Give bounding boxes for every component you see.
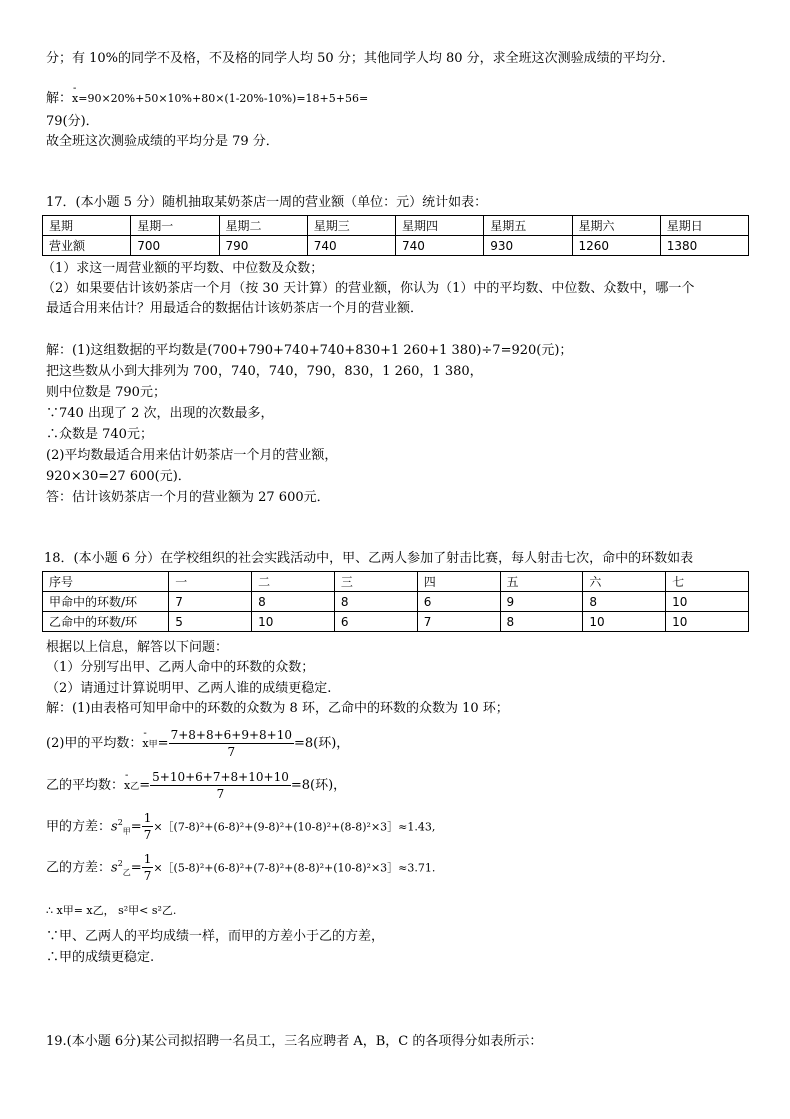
p18-mean-yi-x: - x [124,764,130,804]
p17-h5: 星期五 [484,216,572,236]
p18-therefore: ∴ x甲= x乙， s²甲< s²乙. [46,904,177,917]
p17-r3: 740 [307,236,395,256]
p18-var-yi: 乙的方差：$s^2_乙=$ $\frac{1}{7}$ ×［(5-8)²+(6-8)²+(7-8)²+(8-8)²+(10-8)²×3］≈3.71. [46,852,436,884]
p18-var-jia-s: s [111,819,118,835]
p18-mean-yi-num: 5+10+6+7+8+10+10 [152,770,289,784]
p17-q2a: （2）如果要估计该奶茶店一个月（按 30 天计算）的营业额，你认为（1）中的平均数、中位数、众数中，哪一个 [42,281,695,296]
p18-mean-yi-den: 7 [216,787,225,801]
p18-r0-0: 甲命中的环数/环 [43,592,169,612]
p18-r0-5: 9 [500,592,583,612]
p18-var-jia-frac [142,810,154,843]
p19-title: 19.(本小题 6分)某公司拟招聘一名员工，三名应聘者 A，B，C 的各项得分如表所示： [46,1034,543,1049]
p18-r0-2: 8 [252,592,335,612]
p17-h3: 星期三 [307,216,395,236]
p18-r1-3: 6 [334,612,417,632]
p16-conclusion: 故全班这次测验成绩的平均分是 79 分． [46,134,279,149]
p18-h6: 六 [583,572,666,592]
p18-mean-jia-num: 7+8+8+6+9+8+10 [170,728,292,742]
p17-h6: 星期六 [572,216,660,236]
p18-mean-jia-den: 7 [227,745,236,759]
p18-mean-jia-result: =8(环)， [293,736,350,751]
p18-conclusion: ∴甲的成绩更稳定. [46,950,155,965]
p18-r0-1: 7 [169,592,252,612]
p18-var-yi-sub: 乙 [122,867,131,877]
p18-r0-6: 8 [583,592,666,612]
p18-mean-jia-label: (2)甲的平均数： [46,736,143,751]
p17-s3: 则中位数是 790元； [46,385,166,400]
p17-s6: (2)平均数最适合用来估计奶茶店一个月的营业额， [46,448,338,463]
p17-r6: 1260 [572,236,660,256]
p18-var-yi-expr: ×［(5-8)²+(6-8)²+(7-8)²+(8-8)²+(10-8)²×3］≈3.71. [153,861,436,875]
p18-title: 18．(本小题 6 分）在学校组织的社会实践活动中，甲、乙两人参加了射击比赛，每人射击七次，命中的环数如表 [44,551,694,566]
p17-q2b: 最适合用来估计？用最适合的数据估计该奶茶店一个月的营业额． [46,301,424,316]
p18-var-jia-den: 7 [143,828,152,843]
p18-var-jia-eq: = [130,819,142,835]
p17-h0: 星期 [43,216,131,236]
p18-r1-0: 乙命中的环数/环 [43,612,169,632]
p18-r1-7: 10 [666,612,749,632]
p17-h2: 星期二 [219,216,307,236]
p17-h4: 星期四 [396,216,484,236]
p17-s2: 把这些数从小到大排列为 700，740，740，790，830，1 260，1 380， [46,364,483,379]
p18-var-jia-expr: ×［(7-8)²+(6-8)²+(9-8)²+(10-8)²+(8-8)²×3］≈1.43, [153,820,436,834]
p17-r1: 700 [131,236,219,256]
p18-h1: 一 [169,572,252,592]
p18-var-yi-label: 乙的方差： [46,860,112,876]
p18-var-jia-num: 1 [143,811,152,826]
p18-table-row-jia [43,592,749,612]
p17-h7: 星期日 [660,216,748,236]
p18-var-yi-eq: = [130,860,142,876]
p17-s4: ∵740 出现了 2 次，出现的次数最多， [46,406,274,421]
p18-h7: 七 [666,572,749,592]
p17-title: 17．(本小题 5 分）随机抽取某奶茶店一周的营业额（单位：元）统计如表： [46,195,488,210]
p18-mean-jia-frac [169,727,294,760]
p17-table-row [43,236,749,256]
p18-r1-2: 10 [252,612,335,632]
p18-h4: 四 [417,572,500,592]
p16-sol-label: 解： [46,91,73,106]
p17-r0: 营业额 [43,236,131,256]
p18-mean-yi-sub: 乙 [130,782,140,792]
p18-table [42,571,749,632]
p18-table-header [43,572,749,592]
p18-table-row-yi [43,612,749,632]
p17-s5: ∴众数是 740元； [46,427,153,442]
p18-h2: 二 [252,572,335,592]
p16-solution [46,87,368,107]
p18-var-yi-den: 7 [143,869,152,884]
p18-q2: （2）请通过计算说明甲、乙两人谁的成绩更稳定. [46,681,332,696]
p17-s7: 920×30=27 600(元)． [46,469,191,484]
p17-r5: 930 [484,236,572,256]
p17-table [42,215,749,256]
p17-s8: 答：估计该奶茶店一个月的营业额为 27 600元． [46,490,330,505]
p17-r4: 740 [396,236,484,256]
p18-q1: （1）分别写出甲、乙两人命中的环数的众数； [46,660,315,675]
p16-xbar: - x [72,87,78,107]
p18-mean-yi-result: =8(环)， [290,778,347,793]
p17-s1: 解：(1)这组数据的平均数是(700+790+740+740+830+1 260+1 380)÷7=920(元)； [46,343,573,358]
p18-r1-6: 10 [583,612,666,632]
p18-var-yi-frac [142,851,154,884]
p18-var-yi-num: 1 [143,852,152,867]
p16-sol-expr: =90×20%+50×10%+80×(1-20%-10%)=18+5+56= [78,92,369,105]
p18-mean-jia-sub: 甲 [148,740,158,750]
p17-h1: 星期一 [131,216,219,236]
p16-sol-line2: 79(分)． [46,114,99,129]
p18-intro: 根据以上信息，解答以下问题： [46,640,229,655]
p18-var-jia-label: 甲的方差： [46,819,112,835]
p17-r7: 1380 [660,236,748,256]
p17-r2: 790 [219,236,307,256]
p18-h0: 序号 [43,572,169,592]
p18-r0-4: 6 [417,592,500,612]
p18-mean-yi-label: 乙的平均数： [46,778,125,793]
p18-because: ∵甲、乙两人的平均成绩一样，而甲的方差小于乙的方差， [46,929,385,944]
p18-h3: 三 [334,572,417,592]
p16-line1: 分；有 10%的同学不及格，不及格的同学人均 50 分；其他同学人均 80 分，求全班这次测验成绩的平均分． [46,51,675,66]
p18-var-yi-s: s [111,860,118,876]
p18-r0-3: 8 [334,592,417,612]
p18-r1-5: 8 [500,612,583,632]
p17-q1: （1）求这一周营业额的平均数、中位数及众数； [42,261,324,276]
p18-mean-jia: (2)甲的平均数：- x甲= $\frac{7+8+8+6+9+8+10}{7}$ =8(环)， [46,722,349,763]
p18-h5: 五 [500,572,583,592]
p18-r1-4: 7 [417,612,500,632]
p18-r1-1: 5 [169,612,252,632]
p18-mean-yi-frac [150,769,291,802]
p18-var-jia: 甲的方差：$s^2_甲=$ $\frac{1}{7}$ ×［(7-8)²+(6-8)²+(9-8)²+(10-8)²+(8-8)²×3］≈1.43, [46,811,436,843]
p18-mean-yi: 乙的平均数：- x乙= $\frac{5+10+6+7+8+10+10}{7}$ =8(环)， [46,764,346,805]
p18-r0-7: 10 [666,592,749,612]
p18-mean-jia-x: - x [142,722,148,762]
p17-table-header [43,216,749,236]
p18-var-jia-sub: 甲 [122,826,131,836]
p18-s1: 解：(1)由表格可知甲命中的环数的众数为 8 环，乙命中的环数的众数为 10 环； [46,701,509,716]
